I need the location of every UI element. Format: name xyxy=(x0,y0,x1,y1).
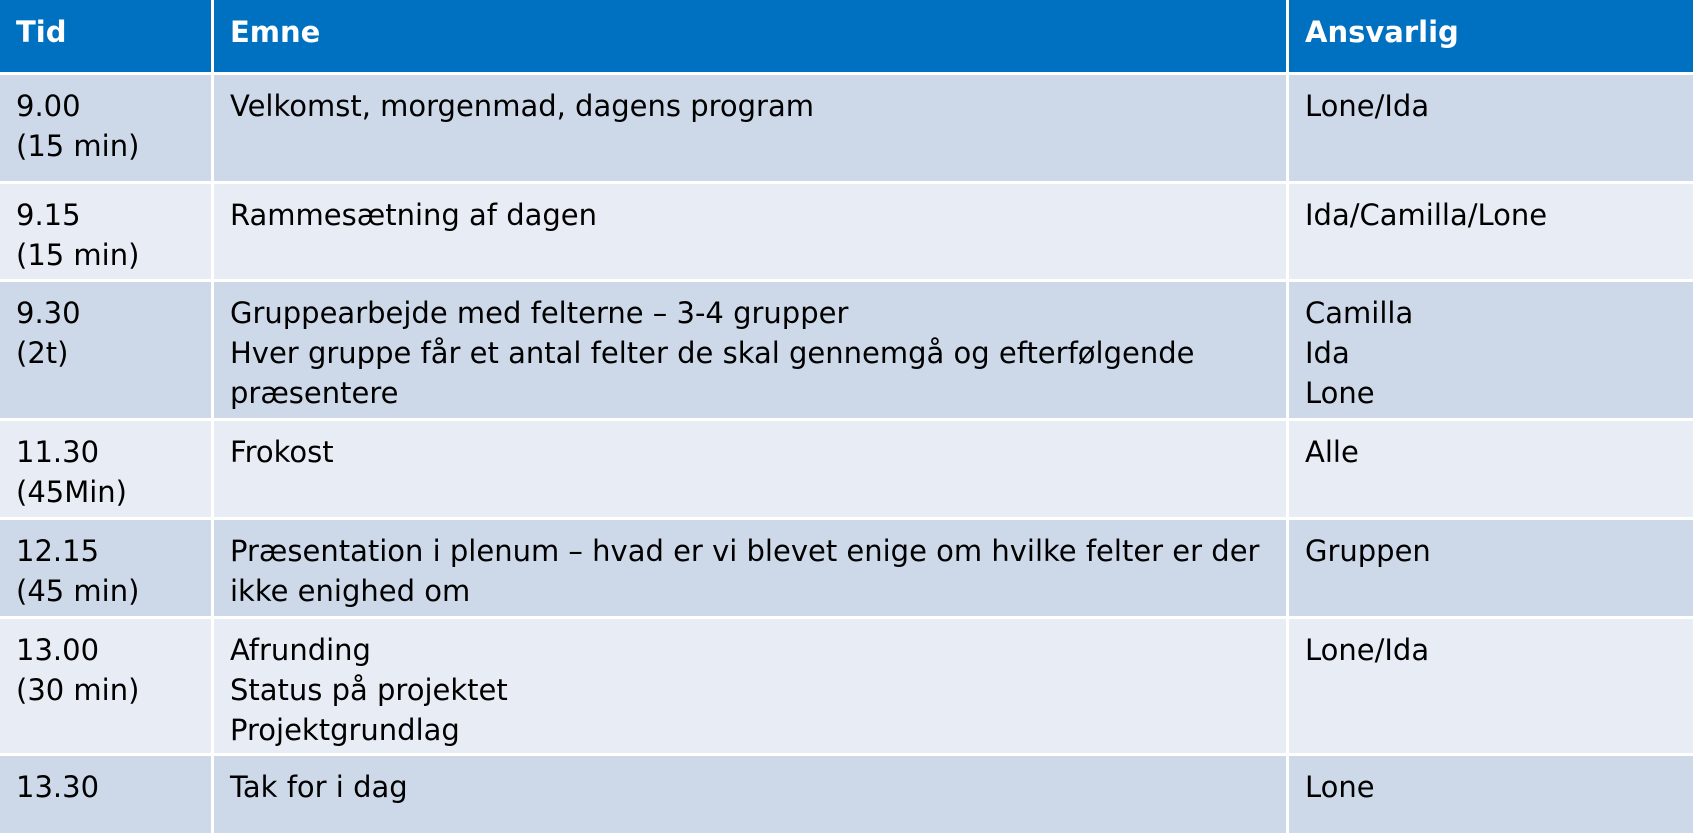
cell-topic: Afrunding Status på projektet Projektgrundlag xyxy=(214,619,1286,753)
cell-time: 13.30 xyxy=(0,756,211,833)
cell-time: 11.30 (45Min) xyxy=(0,421,211,517)
cell-responsible: Camilla Ida Lone xyxy=(1289,282,1693,418)
cell-topic: Rammesætning af dagen xyxy=(214,184,1286,279)
cell-time: 9.15 (15 min) xyxy=(0,184,211,279)
cell-topic: Frokost xyxy=(214,421,1286,517)
cell-topic: Tak for i dag xyxy=(214,756,1286,833)
cell-responsible: Alle xyxy=(1289,421,1693,517)
cell-time: 12.15 (45 min) xyxy=(0,520,211,616)
cell-time: 9.00 (15 min) xyxy=(0,75,211,181)
cell-responsible: Gruppen xyxy=(1289,520,1693,616)
cell-responsible: Lone/Ida xyxy=(1289,75,1693,181)
cell-topic: Præsentation i plenum – hvad er vi blevet enige om hvilke felter er der ikke enighed om xyxy=(214,520,1286,616)
header-emne: Emne xyxy=(214,0,1286,72)
cell-topic: Gruppearbejde med felterne – 3-4 grupper Hver gruppe får et antal felter de skal gennemgå og efterfølgende præsentere xyxy=(214,282,1286,418)
header-tid: Tid xyxy=(0,0,211,72)
cell-time: 13.00 (30 min) xyxy=(0,619,211,753)
header-ansvarlig: Ansvarlig xyxy=(1289,0,1693,72)
cell-time: 9.30 (2t) xyxy=(0,282,211,418)
cell-responsible: Lone/Ida xyxy=(1289,619,1693,753)
cell-responsible: Ida/Camilla/Lone xyxy=(1289,184,1693,279)
cell-responsible: Lone xyxy=(1289,756,1693,833)
cell-topic: Velkomst, morgenmad, dagens program xyxy=(214,75,1286,181)
